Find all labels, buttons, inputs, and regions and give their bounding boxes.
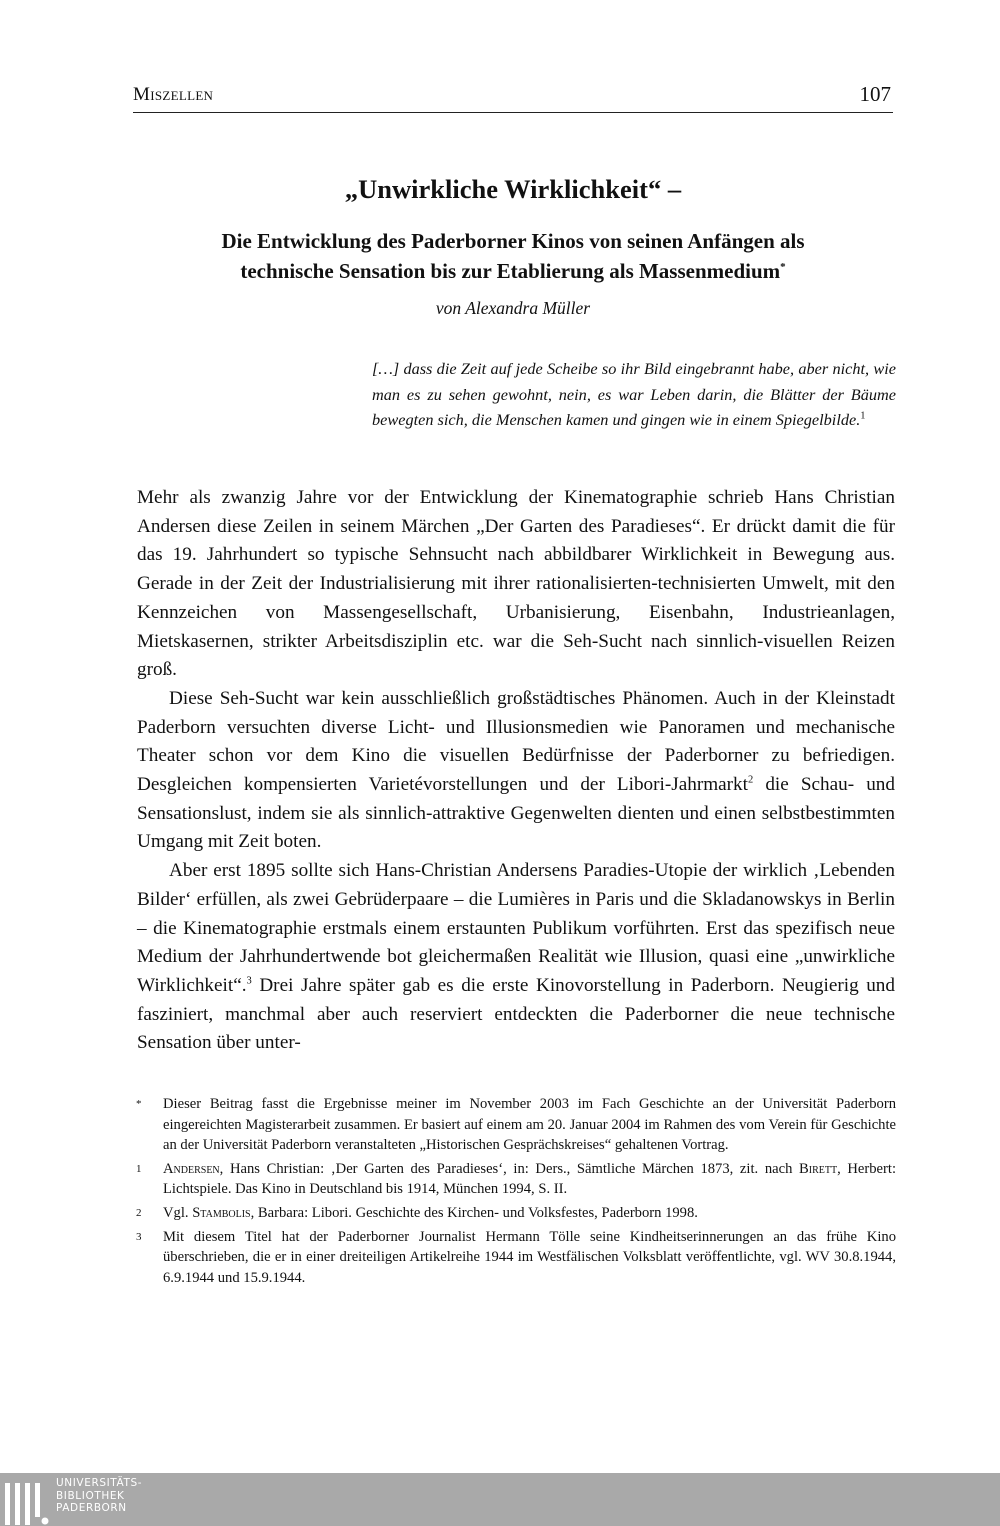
running-head: [133, 82, 893, 113]
footnote-text: , Herbert: Lichtspiele. Das Kino in Deutschland bis 1914, München 1994, S. II.: [163, 1160, 896, 1198]
body-paragraph-2-part-a: Diese Seh-Sucht war kein ausschließlich großstädtisches Phänomen. Auch in der Kleinstadt Paderborn versuchten diverse Licht- und Illusionsmedien wie Panoramen und mechanische Theater schon vor dem Kino die visuellen Bedürfnisse der Paderborner zu befriedigen. Desgleichen kompensierten Varietévorstellungen und der Libori-Jahrmarkt: [137, 687, 895, 796]
footnote-marker: 3: [136, 1230, 142, 1243]
footnote: [134, 1094, 896, 1156]
byline-prefix: von: [435, 298, 466, 318]
footnote: [134, 1159, 896, 1200]
article-title: „Unwirkliche Wirklichkeit“ –: [344, 174, 682, 204]
library-logo-line-3: PADERBORN: [56, 1502, 127, 1514]
body-paragraph-3-part-a: Aber erst 1895 sollte sich Hans-Christian Andersens Paradies-Utopie der wirklich ‚Lebenden Bilder‘ erfüllen, als zwei Gebrüderpaare – die Lumières in Paris und die Skladanowskys in Berlin – die Kinematographie erstmals einem erstaunten Publikum vorführten. Erst das spezifisch neue Medium der Jahrhundertwende bot gleichermaßen Realität wie Illusion, quasi eine „unwirkliche Wirklichkeit“.: [137, 860, 895, 996]
byline-author: Alexandra Müller: [465, 298, 591, 318]
body-paragraph-2: [137, 685, 895, 857]
byline: [133, 298, 893, 319]
footnote-text: Dieser Beitrag fasst die Ergebnisse meiner im November 2003 im Fach Geschichte an der Universität Paderborn eingereichten Magisterarbeit zusammen. Er basiert auf einem am 20. Januar 2004 im Rahmen des vom Verein für Geschichte an der Universität Paderborn veranstalteten „Historischen Gesprächskreises“ gehaltenen Vortrag.: [163, 1096, 896, 1154]
footnotes: [134, 1094, 896, 1291]
body-paragraph-3: [137, 857, 895, 1058]
page-number: 107: [859, 82, 891, 106]
footnote-text: , Hans Christian: ‚Der Garten des Paradieses‘, in: Ders., Sämtliche Märchen 1873, zit. nach: [219, 1160, 800, 1177]
library-logo-line-2: BIBLIOTHEK: [56, 1489, 125, 1502]
footnote: [134, 1203, 896, 1224]
note-ref-2: 2: [747, 774, 754, 786]
footnote-author-name: Stambolis: [192, 1204, 251, 1221]
library-logo-text: [56, 1477, 142, 1515]
article-body: [137, 484, 895, 1058]
footnote-text: Vgl.: [163, 1204, 193, 1221]
footnote: [134, 1227, 896, 1289]
library-footer-bar: [0, 1473, 1000, 1526]
subtitle-footnote-mark: *: [780, 261, 786, 273]
epigraph-quote: [372, 356, 896, 433]
subtitle-line-1: Die Entwicklung des Paderborner Kinos von seinen Anfängen als: [221, 229, 805, 253]
epigraph-note-ref: 1: [860, 410, 866, 422]
footnote-marker: *: [136, 1098, 142, 1110]
subtitle-line-2: [133, 256, 893, 286]
footnote-author-name: Birett: [799, 1160, 838, 1177]
footnote-marker: 1: [136, 1162, 142, 1175]
footnote-text: , Barbara: Libori. Geschichte des Kirchen- und Volksfestes, Paderborn 1998.: [250, 1204, 698, 1221]
subtitle-line-2-text: technische Sensation bis zur Etablierung als Massenmedium: [240, 259, 781, 283]
epigraph-text: […] dass die Zeit auf jede Scheibe so ihr Bild eingebrannt habe, aber nicht, wie man es zu sehen gewohnt, nein, es war Leben darin, die Blätter der Bäume bewegten sich, die Menschen kamen und gingen wie in einem Spiegelbilde.: [372, 359, 896, 429]
running-head-section: Miszellen: [133, 84, 214, 105]
footnote-author-name: Andersen: [163, 1160, 220, 1177]
library-logo-line-1: UNIVERSITÄTS-: [56, 1477, 143, 1489]
body-paragraph-2-part-b: die Schau- und Sensationslust, indem sie als sinnlich-attraktive Gegenwelten dienten und einen selbstbestimmten Umgang mit Zeit boten.: [137, 774, 895, 853]
body-paragraph-3-part-b: Drei Jahre später gab es die erste Kinovorstellung in Paderborn. Neugierig und fasziniert, manchmal aber auch reserviert entdeckten die Paderborner die neue technische Sensation über unter-: [137, 974, 895, 1054]
footnote-text: Mit diesem Titel hat der Paderborner Journalist Hermann Tölle seine Kindheitserinnerungen an das frühe Kino überschrieben, die er in einer dreiteiligen Artikelreihe 1944 im Westfälischen Volksblatt veröffentlichte, vgl. WV 30.8.1944, 6.9.1944 und 15.9.1944.: [163, 1228, 896, 1286]
footnote-marker: 2: [136, 1206, 142, 1219]
body-paragraph-1: Mehr als zwanzig Jahre vor der Entwicklung der Kinematographie schrieb Hans Christian Andersen diese Zeilen in seinem Märchen „Der Garten des Paradieses“. Er drückt damit die für das 19. Jahrhundert so typische Sehnsucht nach abbildbarer Wirklichkeit in Bewegung aus. Gerade in der Zeit der Industrialisierung mit ihrer rationalisierten-technisierten Umwelt, mit den Kennzeichen von Massengesellschaft, Urbanisierung, Eisenbahn, Industrieanlagen, Mietskasernen, strikter Arbeitsdisziplin etc. war die Seh-Sucht nach sinnlich-visuellen Reizen groß.: [137, 487, 895, 681]
article-subtitle: [133, 226, 893, 286]
note-ref-3: 3: [246, 975, 252, 987]
library-logo-bars-icon: [4, 1481, 52, 1525]
